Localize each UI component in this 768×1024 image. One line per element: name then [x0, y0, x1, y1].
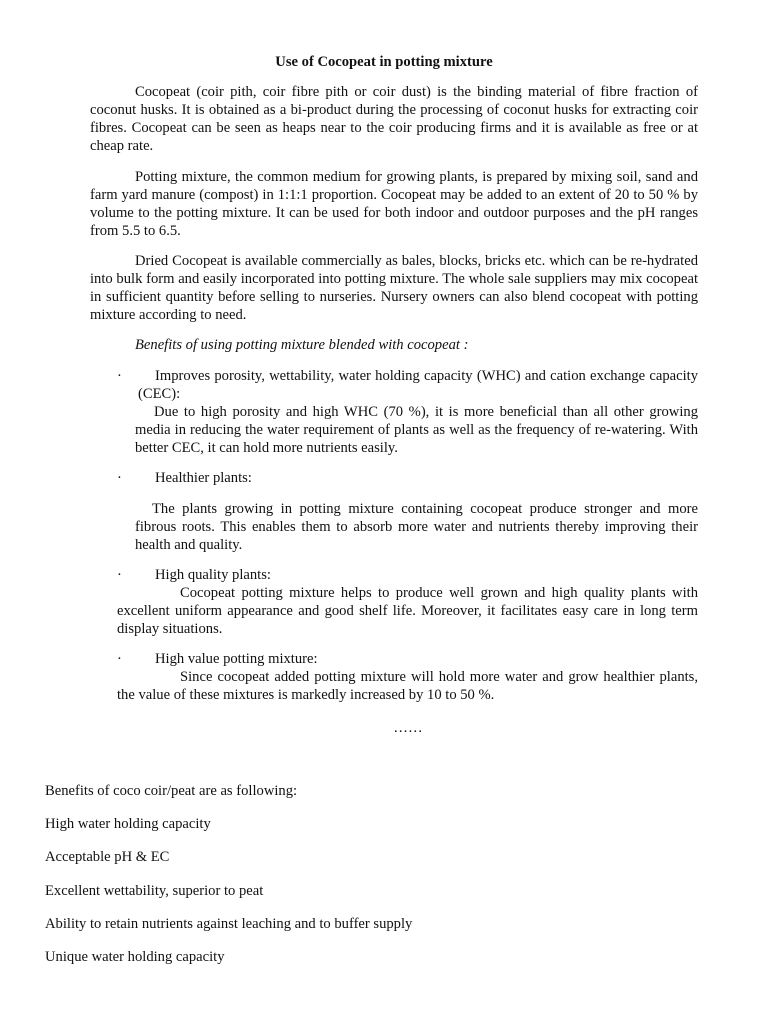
bullet-marker: · — [117, 567, 122, 583]
bullet-marker: · — [117, 368, 122, 384]
bullet-title-quality: High quality plants: — [155, 567, 271, 583]
bullet-body-porosity: Due to high porosity and high WHC (70 %), it is more beneficial than all other growing media in reducing the water requirement of plants as well as the frequency of re-watering. With better CEC, it can hold more nutrients easily. — [135, 404, 698, 456]
paragraph-dried-cocopeat — [90, 252, 698, 324]
document-title: Use of Cocopeat in potting mixture — [275, 54, 493, 70]
paragraph-potting-mixture — [90, 168, 698, 240]
coir-benefit-item: Excellent wettability, superior to peat — [45, 883, 264, 899]
bullet-body-healthier: The plants growing in potting mixture containing cocopeat produce stronger and more fibrous roots. This enables them to absorb more water and nutrients thereby improving their health and quality. — [135, 501, 698, 553]
coir-benefit-item: Unique water holding capacity — [45, 949, 225, 965]
bullet-title-porosity: Improves porosity, wettability, water holding capacity (WHC) and cation exchange capacity (CEC): — [138, 368, 698, 402]
section-separator: …… — [393, 720, 423, 736]
coir-benefit-item: Acceptable pH & EC — [45, 849, 170, 865]
bullet-title-value: High value potting mixture: — [155, 651, 318, 667]
bullet-body-value: Since cocopeat added potting mixture will hold more water and grow healthier plants, the value of these mixtures is markedly increased by 10 to 50 %. — [117, 669, 698, 703]
bullet-body-quality: Cocopeat potting mixture helps to produce well grown and high quality plants with excellent uniform appearance and good shelf life. Moreover, it facilitates easy care in long term display situations. — [117, 585, 698, 637]
paragraph-dried-cocopeat-text: Dried Cocopeat is available commercially as bales, blocks, bricks etc. which can be re-hydrated into bulk form and easily incorporated into potting mixture. The whole sale suppliers may mix cocopeat in sufficient quantity before selling to nurseries. Nursery owners can also blend cocopeat with potting mixture according to need. — [90, 253, 698, 323]
bullet-title-healthier: Healthier plants: — [155, 470, 252, 486]
paragraph-potting-mixture-text: Potting mixture, the common medium for growing plants, is prepared by mixing soil, sand and farm yard manure (compost) in 1:1:1 proportion. Cocopeat may be added to an extent of 20 to 50 % by volume to the potting mixture. It can be used for both indoor and outdoor purposes and the pH ranges from 5.5 to 6.5. — [90, 169, 698, 239]
benefits-heading: Benefits of using potting mixture blended with cocopeat : — [135, 337, 469, 353]
paragraph-intro-text: Cocopeat (coir pith, coir fibre pith or coir dust) is the binding material of fibre fraction of coconut husks. It is obtained as a bi-product during the processing of coconut husks for extracting coir fibres. Cocopeat can be seen as heaps near to the coir producing firms and it is available as free or at cheap rate. — [90, 84, 698, 154]
paragraph-intro — [90, 83, 698, 155]
bullet-marker: · — [117, 651, 122, 667]
coir-benefit-item: High water holding capacity — [45, 816, 211, 832]
coir-benefits-heading: Benefits of coco coir/peat are as following: — [45, 783, 298, 799]
bullet-marker: · — [117, 470, 122, 486]
coir-benefit-item: Ability to retain nutrients against leaching and to buffer supply — [45, 916, 413, 932]
